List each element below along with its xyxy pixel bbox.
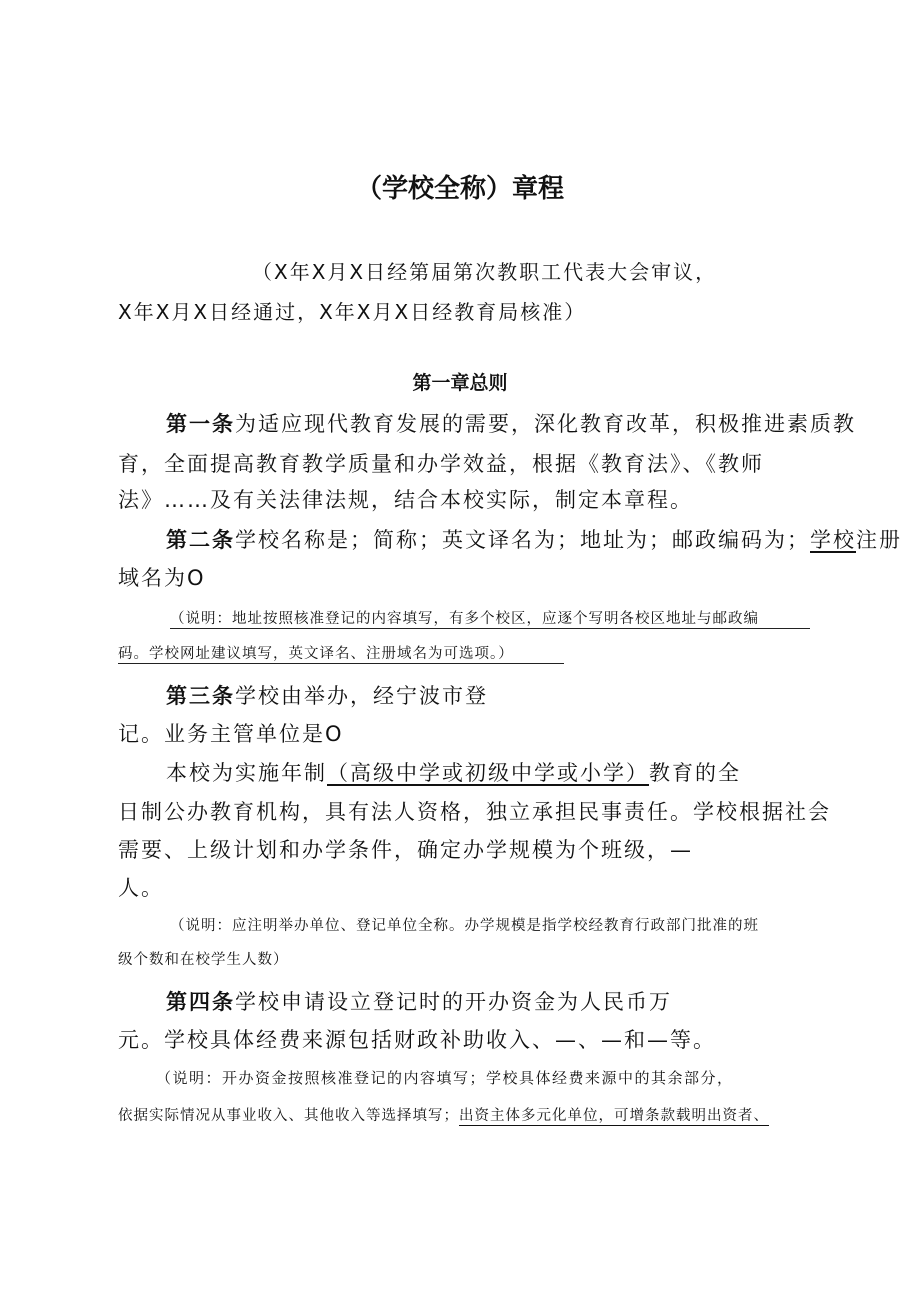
document-title: （学校全称）章程	[355, 174, 564, 204]
article-3-note-1: （说明：应注明举办单位、登记单位全称。办学规模是指学校经教育行政部门批准的班	[170, 918, 759, 934]
article-2-note-2: 码。学校网址建议填写，英文译名、注册域名为可选项。）	[118, 646, 514, 662]
note-underline	[118, 663, 564, 664]
article-2-line-2: 域名为O	[118, 566, 206, 590]
note-underline	[170, 628, 810, 629]
article-3-line-3: 本校为实施年制（高级中学或初级中学或小学）教育的全	[166, 761, 741, 785]
adoption-line-1: （X年X月X日经第届第次教职工代表大会审议，	[252, 260, 718, 284]
article-4-note-1: （说明：开办资金按照核准登记的内容填写；学校具体经费来源中的其余部分，	[156, 1069, 734, 1087]
chapter-title: 第一章总则	[412, 372, 508, 394]
article-3-line-5: 需要、上级计划和办学条件，确定办学规模为个班级，—	[118, 838, 693, 862]
article-4-line-1: 第四条学校申请设立登记时的开办资金为人民币万	[166, 990, 672, 1014]
article-3-note-2: 级个数和在校学生人数）	[118, 952, 289, 968]
article-4-line-2: 元。学校具体经费来源包括财政补助收入、—、—和—等。	[118, 1028, 716, 1052]
article-2-note-1: （说明：地址按照核准登记的内容填写，有多个校区，应逐个写明各校区地址与邮政编	[170, 611, 759, 627]
article-1-label: 第一条	[166, 412, 235, 436]
article-1-line-1: 第一条为适应现代教育发展的需要，深化教育改革，积极推进素质教	[166, 412, 856, 436]
article-2-label: 第二条	[166, 528, 235, 552]
adoption-line-2: X年X月X日经通过，X年X月X日经教育局核准）	[118, 300, 587, 324]
article-3-line-6: 人。	[118, 876, 164, 900]
article-4-label: 第四条	[166, 990, 235, 1014]
article-4-note-2: 依据实际情况从事业收入、其他收入等选择填写；出资主体多元化单位，可增条款载明出资者、	[118, 1108, 769, 1124]
article-3-line-4: 日制公办教育机构，具有法人资格，独立承担民事责任。学校根据社会	[118, 800, 831, 824]
article-3-line-1: 第三条学校由举办，经宁波市登	[166, 684, 488, 708]
article-3-line-2: 记。业务主管单位是O	[118, 722, 344, 746]
article-1-line-2: 育，全面提高教育教学质量和办学效益，根据《教育法》、《教师	[118, 452, 764, 476]
article-3-label: 第三条	[166, 684, 235, 708]
article-1-line-3: 法》……及有关法律法规，结合本校实际，制定本章程。	[118, 488, 693, 512]
article-2-line-1: 第二条学校名称是；简称；英文译名为；地址为；邮政编码为；学校注册	[166, 528, 902, 552]
